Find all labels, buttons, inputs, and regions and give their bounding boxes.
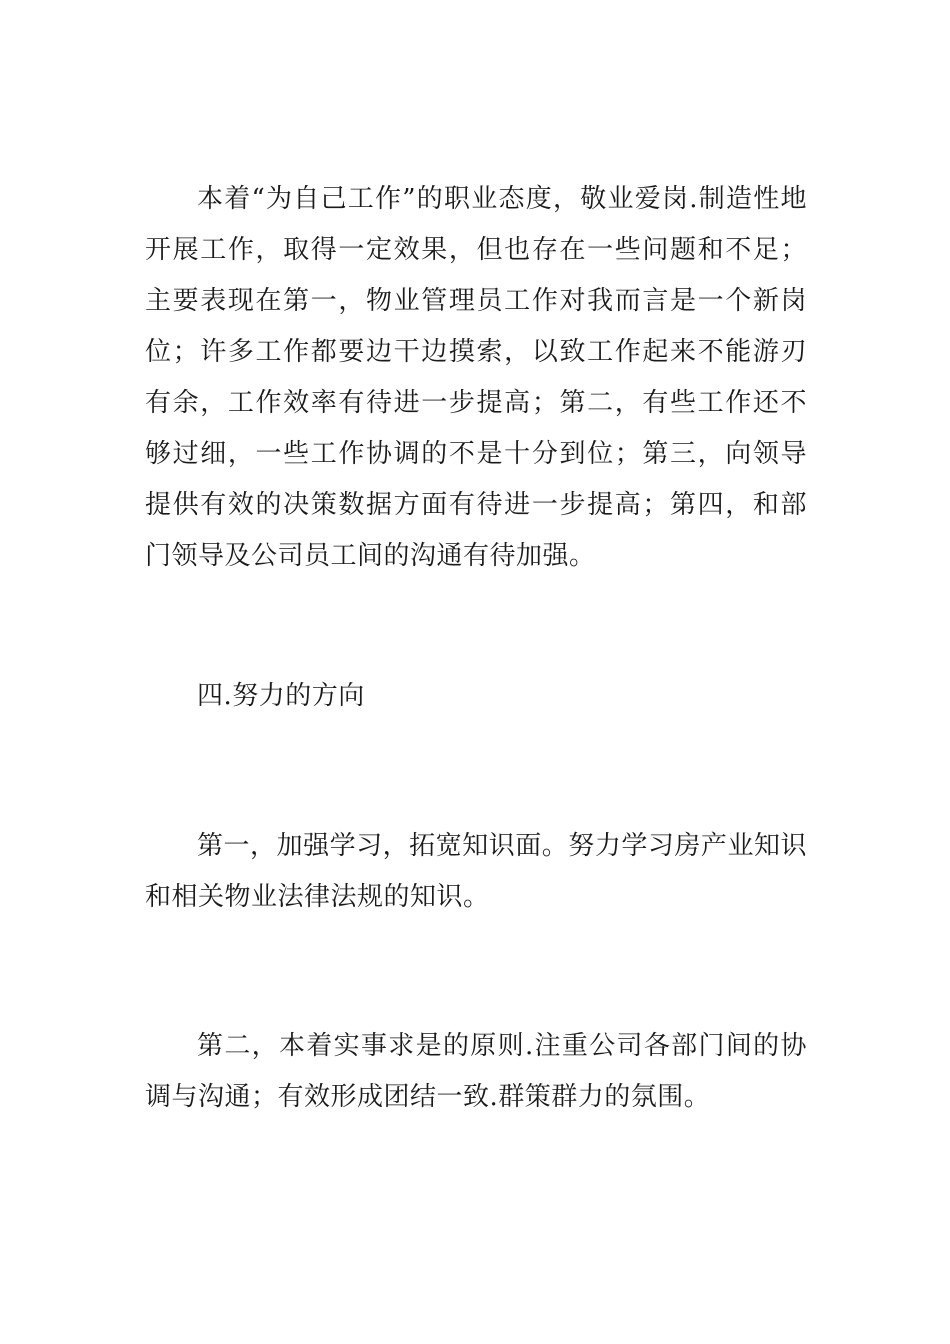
section-heading-direction: 四.努力的方向 xyxy=(197,681,365,711)
paragraph-second-direction: 第二，本着实事求是的原则.注重公司各部门间的协调与沟通；有效形成团结一致.群策群力的氛围。 xyxy=(145,1031,807,1112)
paragraph-work-shortcomings: 本着“为自己工作”的职业态度，敬业爱岗.制造性地开展工作，取得一定效果，但也存在一些问题和不足；主要表现在第一，物业管理员工作对我而言是一个新岗位；许多工作都要边干边摸索，以致工作起来不能游刃有余，工作效率有待进一步提高；第二，有些工作还不够过细，一些工作协调的不是十分到位；第三，向领导提供有效的决策数据方面有待进一步提高；第四，和部门领导及公司员工间的沟通有待加强。 xyxy=(145,184,807,571)
paragraph-first-direction: 第一，加强学习，拓宽知识面。努力学习房产业知识和相关物业法律法规的知识。 xyxy=(145,831,807,912)
